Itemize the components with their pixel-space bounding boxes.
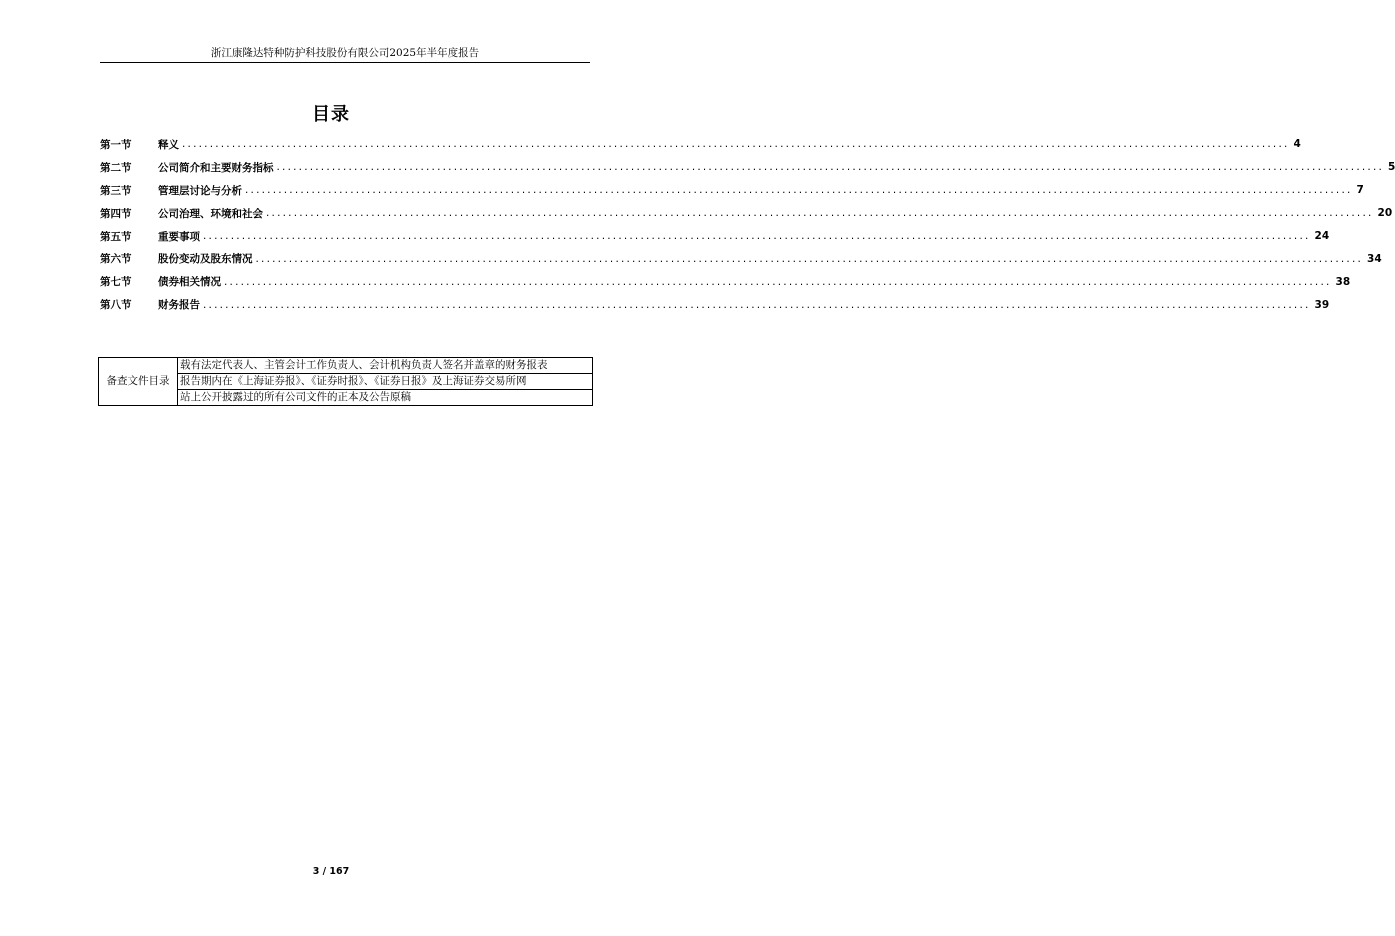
toc-leader-dots: ........................................................................................................................................................................................................ (245, 184, 1353, 197)
toc-item-number: 第七节 (100, 276, 132, 289)
toc-item-page: 20 (1377, 207, 1393, 220)
toc-item-number: 第五节 (100, 230, 132, 243)
toc-leader-dots: ........................................................................................................................................................................................................ (203, 298, 1311, 311)
reference-row-3: 站上公开披露过的所有公司文件的正本及公告原稿 (178, 390, 593, 406)
toc-item-page: 4 (1293, 138, 1301, 151)
toc-item-number: 第四节 (100, 207, 132, 220)
toc-item-page: 39 (1314, 298, 1330, 311)
reference-documents-table (98, 357, 593, 406)
toc-leader-dots: ........................................................................................................................................................................................................ (276, 161, 1385, 174)
toc-item-number: 第六节 (100, 253, 132, 266)
toc-item-5[interactable] (100, 225, 1330, 248)
toc-item-3[interactable] (100, 179, 1364, 202)
reference-row-1: 载有法定代表人、主管会计工作负责人、会计机构负责人签名并盖章的财务报表 (178, 358, 593, 374)
toc-item-page: 24 (1314, 230, 1330, 242)
toc-item-page: 38 (1335, 275, 1351, 288)
toc-leader-dots: ........................................................................................................................................................................................................ (203, 230, 1311, 242)
toc-item-number: 第三节 (100, 184, 132, 197)
page-number: 3 / 167 (312, 866, 350, 877)
toc-item-page: 5 (1388, 161, 1395, 174)
header-title: 浙江康隆达特种防护科技股份有限公司2025年半年度报告 (210, 47, 480, 59)
toc-item-name: 公司治理、环境和社会 (158, 207, 263, 220)
toc-item-name: 财务报告 (158, 299, 200, 312)
reference-row-2: 报告期内在《上海证券报》、《证券时报》、《证券日报》及上海证券交易所网 (178, 374, 593, 390)
table-row (99, 358, 593, 374)
toc-item-name: 管理层讨论与分析 (158, 184, 242, 197)
toc-item-name: 公司简介和主要财务指标 (158, 161, 274, 174)
toc-leader-dots: ........................................................................................................................................................................................................ (266, 207, 1374, 220)
toc-item-1[interactable] (100, 133, 1301, 156)
toc-item-name: 债券相关情况 (158, 276, 221, 289)
toc-item-7[interactable] (100, 270, 1351, 293)
toc-item-2[interactable] (100, 156, 1395, 179)
toc-item-name: 股份变动及股东情况 (158, 253, 253, 266)
toc-item-page: 7 (1356, 184, 1364, 197)
reference-label: 备查文件目录 (99, 358, 178, 406)
toc-leader-dots: ........................................................................................................................................................................................................ (255, 252, 1364, 265)
toc-item-6[interactable] (100, 247, 1382, 270)
toc-item-name: 重要事项 (158, 230, 200, 243)
toc-item-number: 第二节 (100, 161, 132, 174)
table-of-contents (100, 133, 1395, 316)
toc-title: 目录 (312, 104, 350, 125)
toc-item-page: 34 (1367, 252, 1382, 265)
toc-item-name: 释义 (158, 138, 179, 151)
toc-item-4[interactable] (100, 202, 1393, 225)
page-header (100, 44, 590, 63)
toc-item-number: 第八节 (100, 299, 132, 312)
toc-item-number: 第一节 (100, 138, 132, 151)
toc-leader-dots: ........................................................................................................................................................................................................ (182, 138, 1290, 151)
toc-item-8[interactable] (100, 293, 1330, 316)
toc-leader-dots: ........................................................................................................................................................................................................ (224, 275, 1332, 288)
